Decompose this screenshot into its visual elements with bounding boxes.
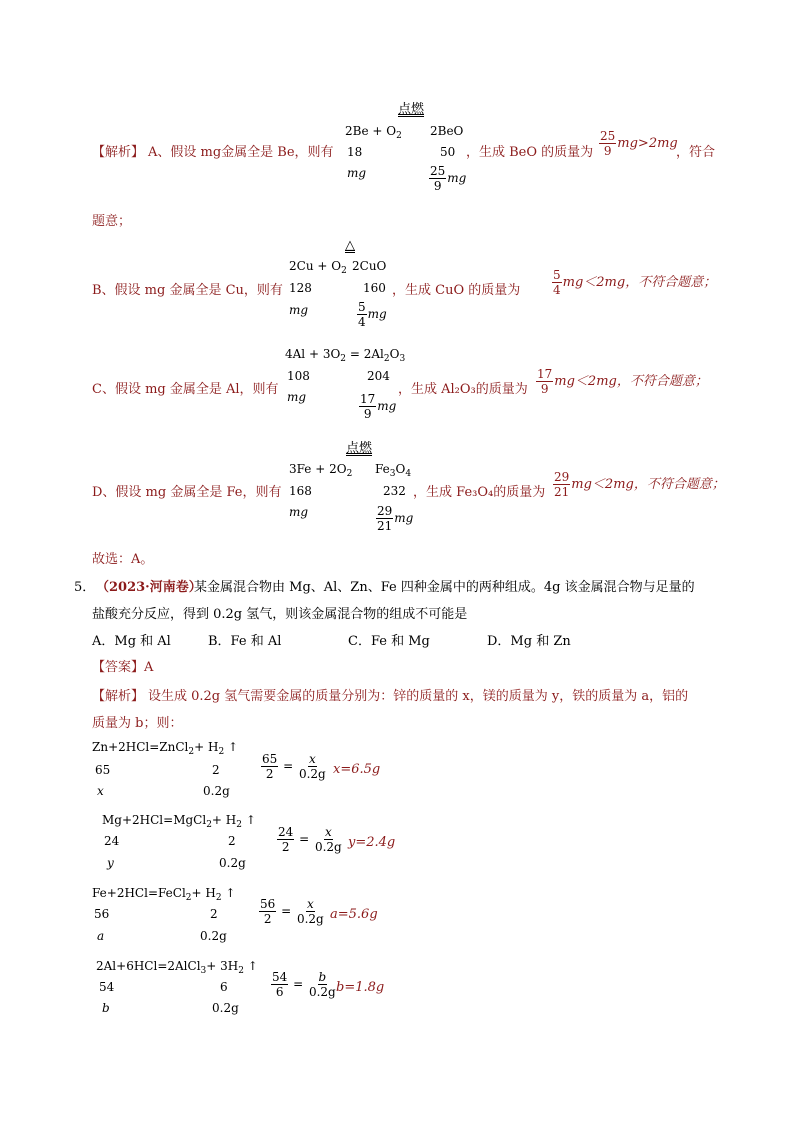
mass-h2: 2 (212, 763, 220, 777)
var-metal: y (107, 856, 114, 870)
mass-right: 204 (367, 369, 390, 383)
mass-right: 160 (363, 281, 386, 295)
equation-left: $3Fe + 2O_2$ (289, 462, 353, 479)
mass-h2: 2 (228, 834, 236, 848)
equation-right: $Fe_3O_4$ (375, 462, 412, 479)
var-left: mg (289, 303, 309, 317)
var-metal: a (97, 929, 105, 943)
mass-left: 108 (287, 369, 310, 383)
text-wrap: 题意； (92, 214, 132, 229)
equation: $4Al + 3O_2 = 2Al_2O_3$ (285, 347, 406, 364)
equation-left: $2Be + O_2$ (345, 124, 402, 141)
var-metal: x (97, 784, 104, 798)
analysis-label: 【解析】 (92, 689, 145, 704)
question-source: （2023·河南卷） (96, 580, 202, 595)
result: b=1.8g (336, 980, 385, 995)
var-fraction: $\frac{25}{9}$ mg (430, 164, 467, 193)
text-post-2: ，符合 (676, 145, 716, 160)
result: y=2.4g (348, 835, 396, 850)
proportion: $\frac{56}{2}$ = $\frac{x}{0.2g}$ (260, 897, 324, 926)
mass-metal: 56 (94, 907, 110, 921)
option-a: A．Mg 和 Al (92, 634, 171, 649)
option-d: D．Mg 和 Zn (487, 634, 571, 649)
mass-left: 168 (289, 484, 312, 498)
mass-h2: 2 (210, 907, 218, 921)
text-post: ，生成 Fe₃O₄的质量为 (413, 485, 546, 500)
reaction-equation: Zn+2HCl=ZnCl$_2$+ $H_2$ ↑ (92, 740, 239, 757)
result-fraction: $\frac{25}{9}$ mg>2mg (600, 129, 678, 158)
var-left: mg (287, 390, 307, 404)
equation-right: 2CuO (352, 259, 387, 273)
text-pre: C、假设 mg 金属全是 Al，则有 (92, 382, 279, 397)
var-metal: b (102, 1001, 110, 1015)
condition-ignite: 点燃 (398, 102, 425, 117)
text-post: ，生成 BeO 的质量为 (466, 145, 594, 160)
var-fraction: $\frac{29}{21}$ mg (377, 504, 414, 533)
var-left: mg (347, 166, 367, 180)
var-h2: 0.2g (203, 784, 230, 798)
equation-right: 2BeO (430, 124, 464, 138)
var-h2: 0.2g (200, 929, 227, 943)
text-post: ，生成 Al₂O₃的质量为 (398, 382, 528, 397)
text-pre: A、假设 mg金属全是 Be，则有 (148, 145, 334, 160)
proportion: $\frac{24}{2}$ = $\frac{x}{0.2g}$ (278, 825, 342, 854)
question-stem-1: 某金属混合物由 Mg、Al、Zn、Fe 四种金属中的两种组成。4g 该金属混合物与足量的 (194, 580, 695, 595)
answer-label: 【答案】A (92, 660, 154, 675)
condition-heat: △ (345, 238, 355, 253)
proportion: $\frac{65}{2}$ = $\frac{x}{0.2g}$ (262, 752, 326, 781)
reaction-equation: Fe+2HCl=FeCl$_2$+ $H_2$ ↑ (92, 886, 236, 903)
var-h2: 0.2g (219, 856, 246, 870)
var-fraction: $\frac{5}{4}$ mg (358, 300, 387, 329)
option-b: B．Fe 和 Al (208, 634, 282, 649)
equation-left: $2Cu + O_2$ (289, 259, 347, 276)
var-left: mg (289, 505, 309, 519)
conclusion: 故选：A。 (92, 552, 154, 567)
var-h2: 0.2g (212, 1001, 239, 1015)
reaction-equation: 2Al+6HCl=2AlCl$_3$+ $3H_2$ ↑ (96, 959, 258, 976)
result-fraction: $\frac{17}{9}$ mg＜2mg，不符合题意； (537, 367, 708, 396)
question-stem-2: 盐酸充分反应，得到 0.2g 氢气，则该金属混合物的组成不可能是 (92, 607, 468, 622)
analysis-line-2: 质量为 b；则： (92, 716, 183, 731)
var-fraction: $\frac{17}{9}$ mg (360, 392, 397, 421)
condition-ignite: 点燃 (346, 441, 373, 456)
analysis-label: 【解析】 (92, 145, 145, 160)
result-fraction: $\frac{5}{4}$ mg＜2mg，不符合题意； (553, 268, 717, 297)
text-pre: B、假设 mg 金属全是 Cu，则有 (92, 283, 283, 298)
question-number: 5． (74, 580, 96, 595)
mass-metal: 54 (99, 980, 115, 994)
mass-metal: 65 (95, 763, 111, 777)
mass-right: 232 (383, 484, 406, 498)
mass-left: 128 (289, 281, 312, 295)
mass-h2: 6 (220, 980, 228, 994)
mass-metal: 24 (104, 834, 120, 848)
proportion: $\frac{54}{6}$ = $\frac{b}{0.2g}$ (272, 970, 336, 999)
result: a=5.6g (330, 907, 378, 922)
text-pre: D、假设 mg 金属全是 Fe，则有 (92, 485, 282, 500)
mass-left: 18 (347, 145, 363, 159)
result-fraction: $\frac{29}{21}$ mg＜2mg，不符合题意； (554, 470, 725, 499)
option-c: C．Fe 和 Mg (348, 634, 430, 649)
reaction-equation: Mg+2HCl=MgCl$_2$+ $H_2$ ↑ (102, 813, 256, 830)
mass-right: 50 (440, 145, 456, 159)
result: x=6.5g (333, 762, 381, 777)
text-post: ，生成 CuO 的质量为 (392, 283, 521, 298)
analysis-line-1: 设生成 0.2g 氢气需要金属的质量分别为：锌的质量的 x，镁的质量为 y，铁的质量为 a，铝的 (148, 689, 689, 704)
